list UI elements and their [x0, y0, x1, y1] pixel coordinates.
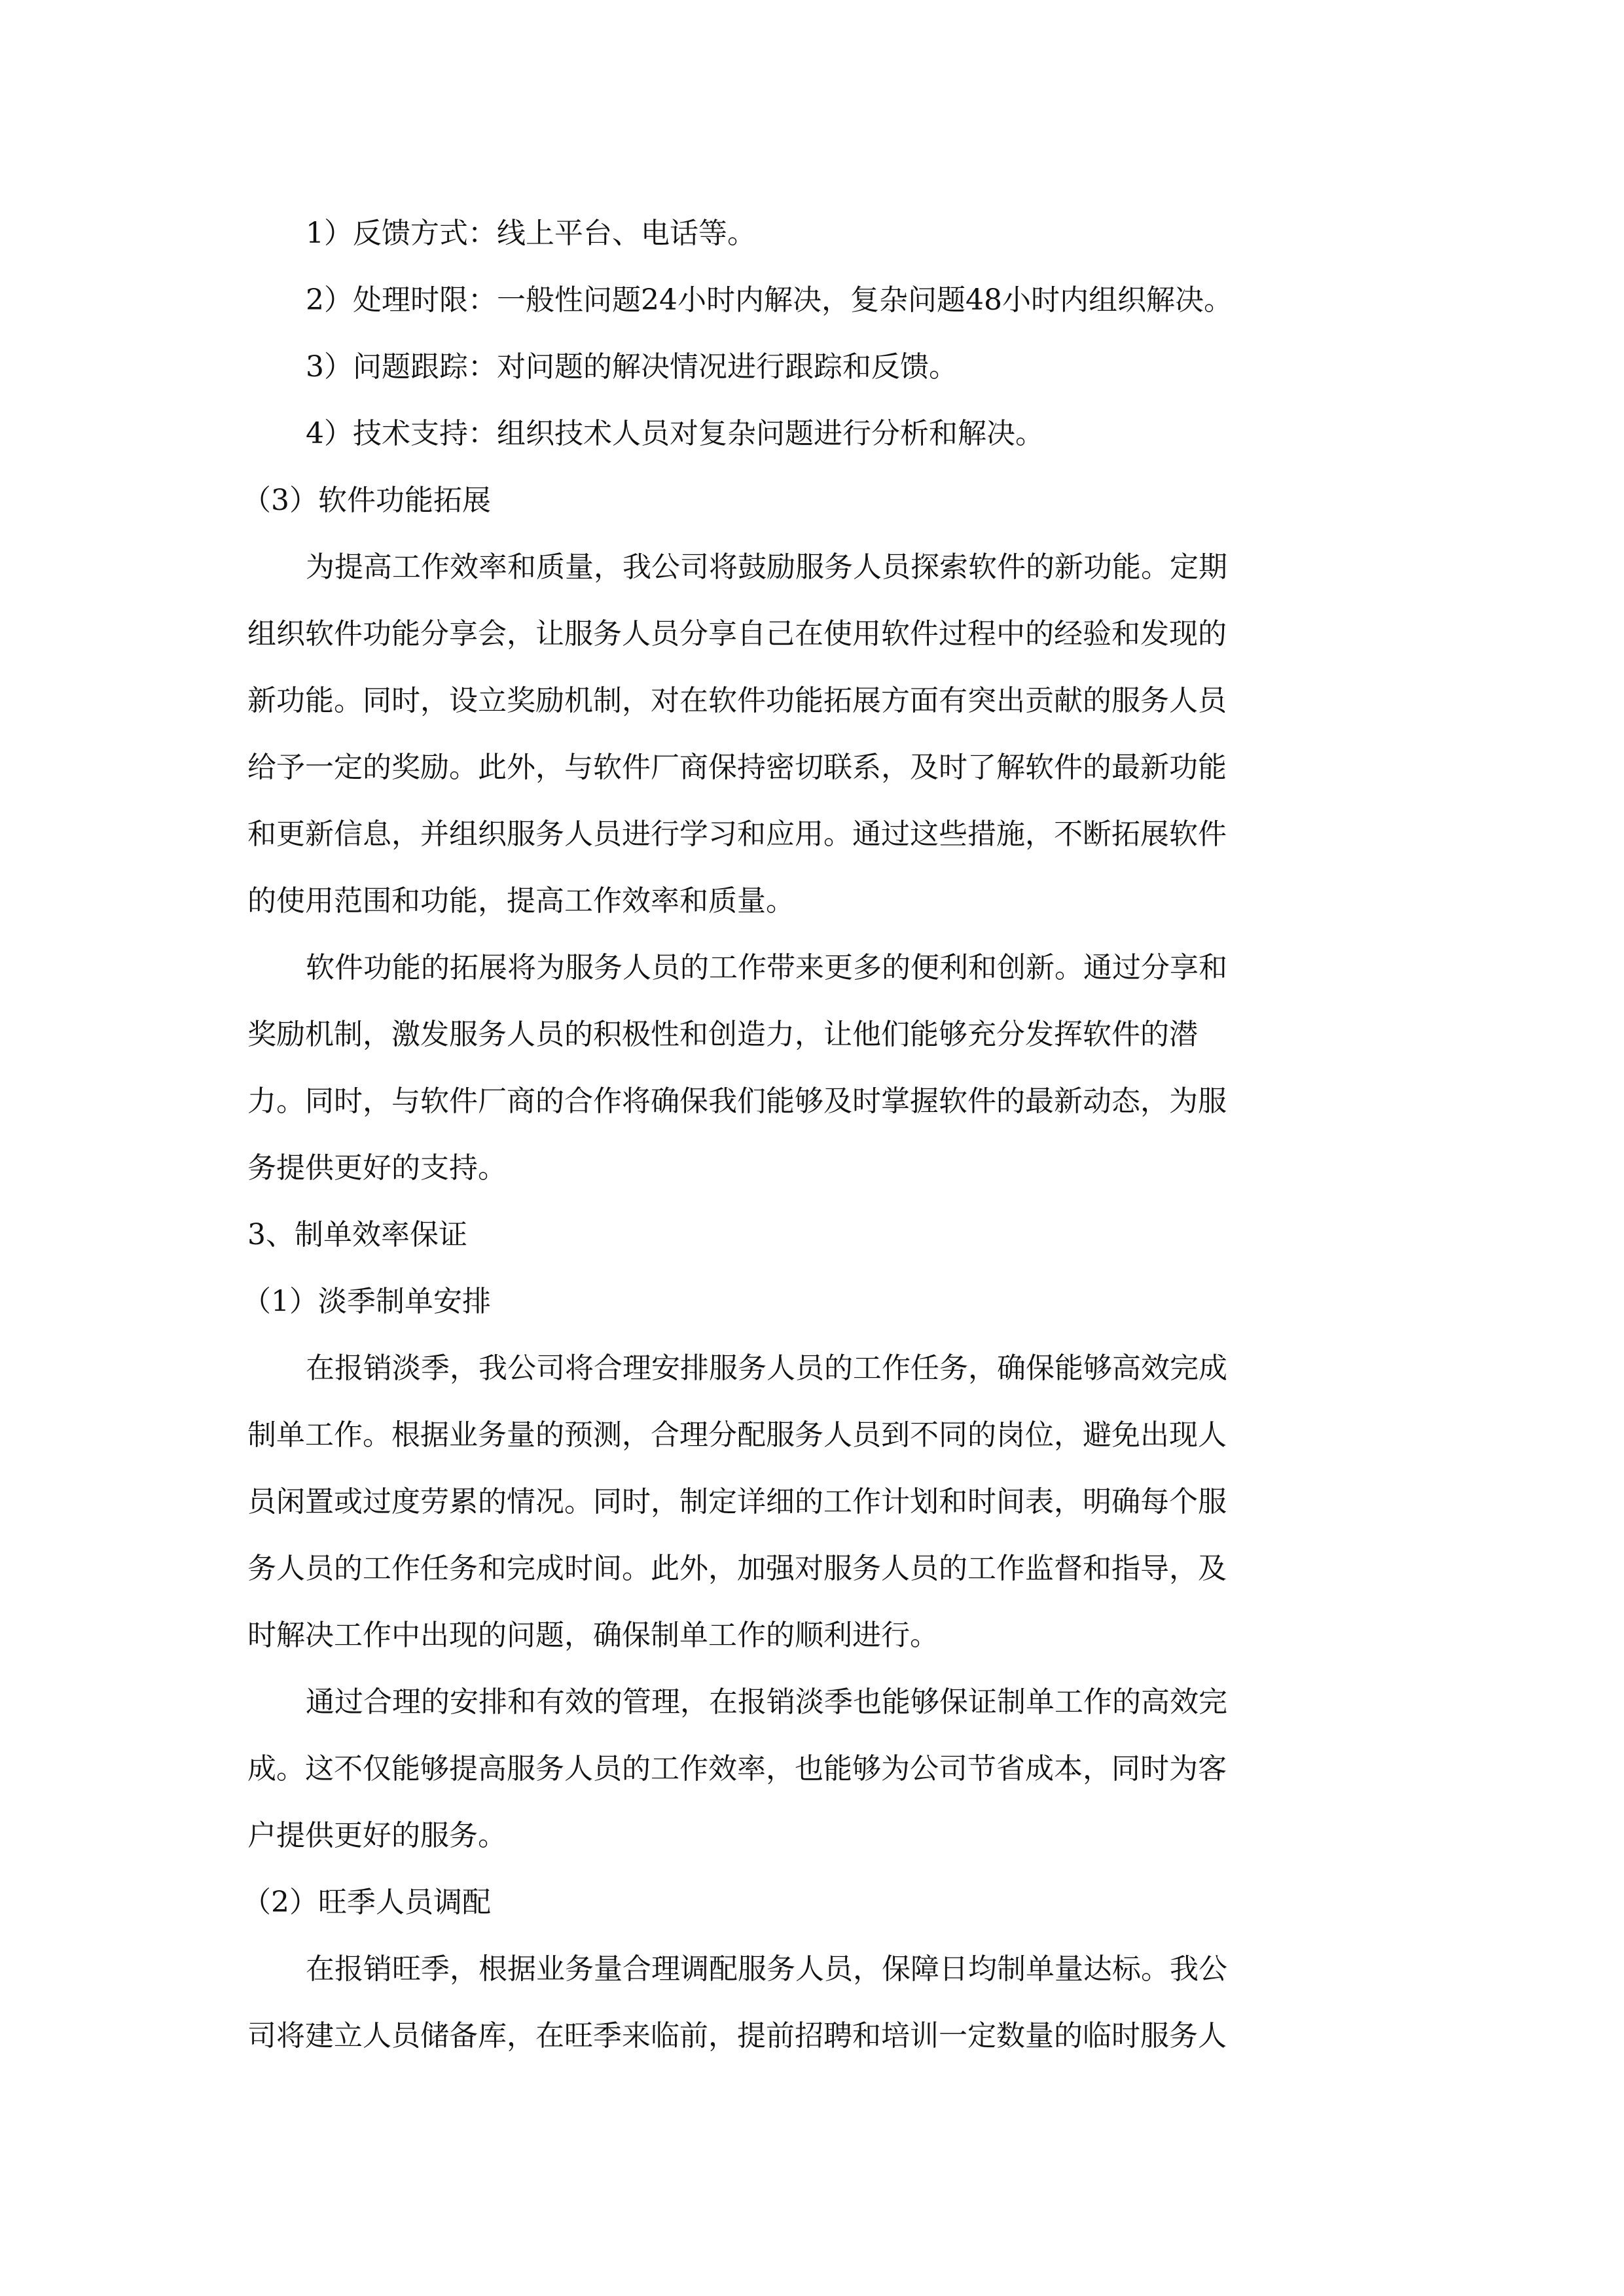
paragraph-line: 务提供更好的支持。	[247, 1151, 507, 1185]
paragraph-line: 给予一定的奖励。此外，与软件厂商保持密切联系，及时了解软件的最新功能	[247, 751, 1227, 784]
paragraph-line: 力。同时，与软件厂商的合作将确保我们能够及时掌握软件的最新动态，为服	[247, 1085, 1227, 1118]
paragraph-off-season-1	[247, 1346, 1377, 1659]
subsection-title-peak-season: （2）旺季人员调配	[242, 1886, 491, 1919]
paragraph-line: 和更新信息，并组织服务人员进行学习和应用。通过这些措施，不断拓展软件	[247, 817, 1227, 851]
subsection-title-off-season: （1）淡季制单安排	[242, 1285, 491, 1318]
paragraph-line: 制单工作。根据业务量的预测，合理分配服务人员到不同的岗位，避免出现人	[247, 1418, 1227, 1452]
section-heading-efficiency: 3、制单效率保证	[247, 1218, 467, 1251]
issue-tracking-item: 3）问题跟踪：对问题的解决情况进行跟踪和反馈。	[306, 350, 958, 384]
paragraph-software-extension-2	[247, 945, 1377, 1191]
paragraph-peak-season	[247, 1946, 1377, 2059]
paragraph-line: 为提高工作效率和质量，我公司将鼓励服务人员探索软件的新功能。定期	[306, 550, 1227, 584]
processing-time-item: 2）处理时限：一般性问题24小时内解决，复杂问题48小时内组织解决。	[306, 283, 1233, 317]
section-title-software-extension: （3）软件功能拓展	[242, 484, 491, 517]
feedback-method-item: 1）反馈方式：线上平台、电话等。	[306, 217, 756, 250]
tech-support-item: 4）技术支持：组织技术人员对复杂问题进行分析和解决。	[306, 417, 1044, 450]
paragraph-line: 奖励机制，激发服务人员的积极性和创造力，让他们能够充分发挥软件的潜	[247, 1018, 1198, 1051]
paragraph-line: 司将建立人员储备库，在旺季来临前，提前招聘和培训一定数量的临时服务人	[247, 2019, 1227, 2053]
paragraph-line: 员闲置或过度劳累的情况。同时，制定详细的工作计划和时间表，明确每个服	[247, 1485, 1227, 1518]
paragraph-line: 务人员的工作任务和完成时间。此外，加强对服务人员的工作监督和指导，及	[247, 1552, 1227, 1585]
document-body	[242, 211, 1377, 2080]
paragraph-off-season-2	[247, 1679, 1377, 1859]
paragraph-line: 的使用范围和功能，提高工作效率和质量。	[247, 884, 795, 918]
paragraph-line: 在报销淡季，我公司将合理安排服务人员的工作任务，确保能够高效完成	[306, 1352, 1227, 1385]
paragraph-line: 在报销旺季，根据业务量合理调配服务人员，保障日均制单量达标。我公	[306, 1952, 1227, 1986]
paragraph-line: 通过合理的安排和有效的管理，在报销淡季也能够保证制单工作的高效完	[306, 1685, 1227, 1719]
paragraph-software-extension-1	[247, 545, 1377, 924]
paragraph-line: 成。这不仅能够提高服务人员的工作效率，也能够为公司节省成本，同时为客	[247, 1752, 1227, 1785]
paragraph-line: 组织软件功能分享会，让服务人员分享自己在使用软件过程中的经验和发现的	[247, 617, 1227, 651]
paragraph-line: 软件功能的拓展将为服务人员的工作带来更多的便利和创新。通过分享和	[306, 951, 1227, 984]
paragraph-line: 时解决工作中出现的问题，确保制单工作的顺利进行。	[247, 1619, 939, 1652]
paragraph-line: 户提供更好的服务。	[247, 1819, 507, 1852]
paragraph-line: 新功能。同时，设立奖励机制，对在软件功能拓展方面有突出贡献的服务人员	[247, 684, 1227, 717]
